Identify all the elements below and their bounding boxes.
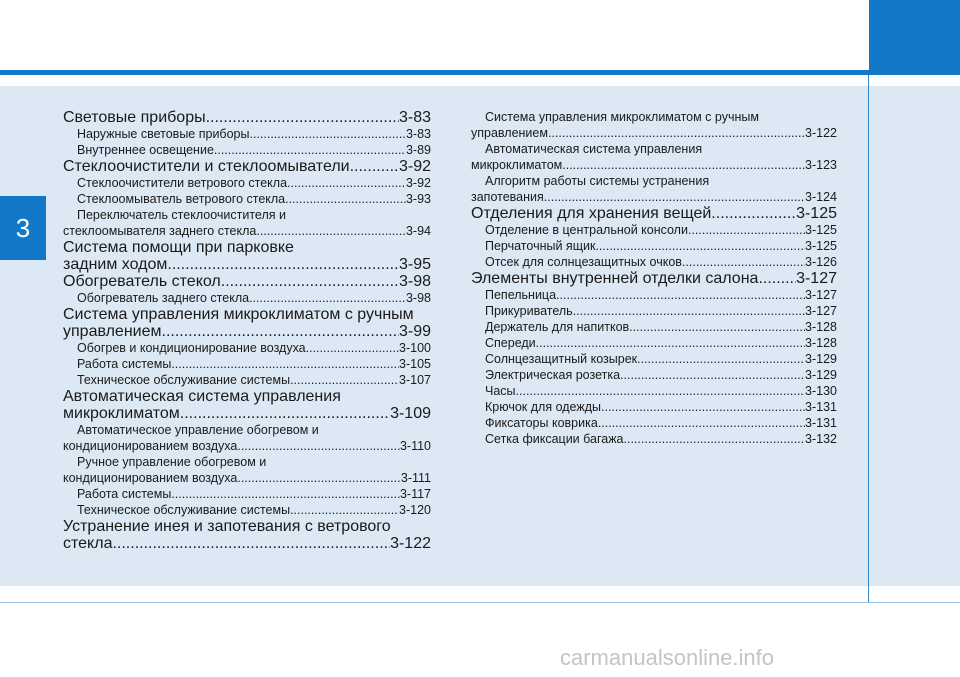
leader-dots xyxy=(112,535,390,552)
toc-entry[interactable] xyxy=(471,238,837,254)
toc-entry[interactable] xyxy=(471,205,837,222)
toc-entry[interactable] xyxy=(63,207,431,239)
leader-dots xyxy=(629,319,805,335)
toc-entry-title: стекла xyxy=(63,535,113,552)
toc-entry[interactable] xyxy=(471,287,837,303)
toc-entry[interactable] xyxy=(471,351,837,367)
toc-entry-title: Обогреватель заднего стекла xyxy=(77,291,250,305)
leader-dots xyxy=(290,502,399,518)
toc-entry-title: Работа системы xyxy=(77,357,172,371)
toc-entry[interactable] xyxy=(471,415,837,431)
toc-entry[interactable] xyxy=(63,502,431,518)
toc-entry[interactable] xyxy=(471,222,837,238)
toc-entry-page: 3-105 xyxy=(399,357,431,371)
toc-entry[interactable] xyxy=(63,158,431,175)
toc-entry-title: Прикуриватель xyxy=(485,304,573,318)
leader-dots xyxy=(620,367,805,383)
leader-dots xyxy=(171,356,399,372)
leader-dots xyxy=(237,470,401,486)
toc-entry-page: 3-129 xyxy=(805,352,837,366)
toc-entry-line1: Автоматическая система управления xyxy=(63,388,341,405)
footer-rule xyxy=(0,602,960,603)
leader-dots xyxy=(688,222,805,238)
leader-dots xyxy=(285,191,406,207)
leader-dots xyxy=(162,323,399,340)
toc-entry-title: Обогрев и кондиционирование воздуха xyxy=(77,341,306,355)
toc-entry[interactable] xyxy=(63,422,431,454)
leader-dots xyxy=(249,126,405,142)
leader-dots xyxy=(562,157,805,173)
watermark: carmanualsonline.info xyxy=(560,645,775,670)
leader-dots xyxy=(221,273,399,290)
toc-entry-page: 3-99 xyxy=(398,323,431,340)
toc-entry-line1: Автоматическая система управления xyxy=(485,142,703,156)
leader-dots xyxy=(758,270,796,287)
toc-entry[interactable] xyxy=(63,340,431,356)
toc-entry[interactable] xyxy=(471,109,837,141)
toc-entry-page: 3-93 xyxy=(405,192,431,206)
toc-entry-title: Отсек для солнцезащитных очков xyxy=(485,255,682,269)
toc-entry-title: Стеклоомыватель ветрового стекла xyxy=(77,192,286,206)
toc-entry[interactable] xyxy=(63,290,431,306)
toc-entry[interactable] xyxy=(63,306,431,340)
toc-entry-title: Обогреватель стекол xyxy=(63,273,221,290)
toc-entry-page: 3-132 xyxy=(805,432,837,446)
toc-entry-title: Внутреннее освещение xyxy=(77,143,214,157)
leader-dots xyxy=(171,486,400,502)
toc-right-column xyxy=(471,109,837,447)
toc-entry-title: Работа системы xyxy=(77,487,172,501)
toc-entry-title: запотевания xyxy=(471,190,544,204)
toc-entry-page: 3-129 xyxy=(805,368,837,382)
toc-entry-title: Спереди xyxy=(485,336,536,350)
toc-entry-page: 3-128 xyxy=(805,336,837,350)
toc-entry-page: 3-94 xyxy=(405,224,431,238)
leader-dots xyxy=(350,158,399,175)
toc-entry[interactable] xyxy=(63,388,431,422)
toc-entry-title: Держатель для напитков xyxy=(485,320,630,334)
toc-entry-title: управлением xyxy=(63,323,162,340)
leader-dots xyxy=(548,125,805,141)
toc-entry-title: Пепельница xyxy=(485,288,557,302)
toc-entry-title: кондиционированием воздуха xyxy=(63,471,238,485)
toc-entry-title: микроклиматом xyxy=(63,405,180,422)
toc-entry-line1: Алгоритм работы системы устранения xyxy=(485,174,710,188)
leader-dots xyxy=(682,254,805,270)
toc-entry[interactable] xyxy=(63,356,431,372)
corner-tab xyxy=(869,0,960,75)
toc-entry-line1: Система управления микроклиматом с ручным xyxy=(485,110,759,124)
toc-entry-page: 3-122 xyxy=(390,535,431,552)
toc-entry-title: Элементы внутренней отделки салона xyxy=(471,270,759,287)
toc-entry-page: 3-100 xyxy=(399,341,431,355)
leader-dots xyxy=(306,340,399,356)
toc-entry[interactable] xyxy=(471,335,837,351)
toc-entry-page: 3-125 xyxy=(805,223,837,237)
toc-entry-title: Фиксаторы коврика xyxy=(485,416,598,430)
leader-dots xyxy=(595,238,805,254)
chapter-number: 3 xyxy=(15,212,31,243)
leader-dots xyxy=(180,405,390,422)
toc-entry-title: Техническое обслуживание системы xyxy=(77,503,291,517)
toc-entry[interactable] xyxy=(63,191,431,207)
toc-entry-page: 3-123 xyxy=(805,158,837,172)
toc-entry-page: 3-120 xyxy=(399,503,431,517)
header-rule xyxy=(0,70,960,75)
leader-dots xyxy=(516,383,805,399)
toc-entry-page: 3-127 xyxy=(805,288,837,302)
toc-entry[interactable] xyxy=(63,273,431,290)
toc-entry[interactable] xyxy=(471,173,837,205)
toc-entry-page: 3-125 xyxy=(805,239,837,253)
leader-dots xyxy=(624,431,806,447)
chapter-tab[interactable] xyxy=(0,196,46,260)
leader-dots xyxy=(214,142,406,158)
leader-dots xyxy=(598,415,805,431)
toc-entry-title: Техническое обслуживание системы xyxy=(77,373,291,387)
toc-entry-title: Сетка фиксации багажа xyxy=(485,432,624,446)
toc-entry[interactable] xyxy=(63,486,431,502)
leader-dots xyxy=(601,399,805,415)
leader-dots xyxy=(544,189,805,205)
toc-entry-line1: Система управления микроклиматом с ручным xyxy=(63,306,414,323)
toc-entry-title: Наружные световые приборы xyxy=(77,127,250,141)
toc-entry-title: Крючок для одежды xyxy=(485,400,601,414)
toc-entry-title: микроклиматом xyxy=(471,158,563,172)
toc-left-column xyxy=(63,109,431,552)
toc-entry[interactable] xyxy=(471,399,837,415)
leader-dots xyxy=(573,303,805,319)
toc-entry-page: 3-98 xyxy=(398,273,431,290)
toc-entry-page: 3-98 xyxy=(405,291,431,305)
toc-entry-page: 3-117 xyxy=(399,487,431,501)
leader-dots xyxy=(237,438,400,454)
toc-entry-page: 3-95 xyxy=(398,256,431,273)
toc-entry-page: 3-127 xyxy=(796,270,837,287)
toc-entry-page: 3-126 xyxy=(805,255,837,269)
toc-entry-page: 3-92 xyxy=(405,176,431,190)
leader-dots xyxy=(711,205,796,222)
leader-dots xyxy=(556,287,805,303)
leader-dots xyxy=(206,109,399,126)
toc-entry-title: Световые приборы xyxy=(63,109,206,126)
toc-entry-page: 3-130 xyxy=(805,384,837,398)
toc-entry-page: 3-125 xyxy=(796,205,837,222)
toc-entry[interactable] xyxy=(471,431,837,447)
toc-entry-page: 3-131 xyxy=(805,416,837,430)
toc-entry[interactable] xyxy=(63,239,431,273)
toc-entry[interactable] xyxy=(471,383,837,399)
toc-entry-line1: Устранение инея и запотевания с ветрового xyxy=(63,518,391,535)
toc-entry[interactable] xyxy=(63,126,431,142)
toc-entry-page: 3-110 xyxy=(399,439,431,453)
toc-entry-page: 3-109 xyxy=(390,405,431,422)
toc-entry-page: 3-83 xyxy=(405,127,431,141)
toc-entry-line1: Ручное управление обогревом и xyxy=(77,455,267,469)
toc-entry-page: 3-111 xyxy=(400,471,431,485)
margin-rule xyxy=(868,75,869,603)
toc-entry-title: задним ходом xyxy=(63,256,168,273)
toc-entry[interactable] xyxy=(471,141,837,173)
toc-entry[interactable] xyxy=(471,254,837,270)
toc-entry[interactable] xyxy=(471,367,837,383)
leader-dots xyxy=(249,290,406,306)
leader-dots xyxy=(167,256,399,273)
toc-entry-line1: Переключатель стеклоочистителя и xyxy=(77,208,286,222)
toc-entry-line1: Автоматическое управление обогревом и xyxy=(77,423,319,437)
toc-entry-line1: Система помощи при парковке xyxy=(63,239,294,256)
toc-entry-page: 3-89 xyxy=(405,143,431,157)
leader-dots xyxy=(536,335,805,351)
toc-entry[interactable] xyxy=(63,109,431,126)
toc-entry-title: Электрическая розетка xyxy=(485,368,621,382)
toc-entry-page: 3-92 xyxy=(398,158,431,175)
toc-entry-page: 3-107 xyxy=(399,373,431,387)
leader-dots xyxy=(290,372,399,388)
toc-entry-title: Солнцезащитный козырек xyxy=(485,352,638,366)
toc-entry-page: 3-131 xyxy=(805,400,837,414)
leader-dots xyxy=(256,223,406,239)
toc-entry-page: 3-122 xyxy=(805,126,837,140)
toc-entry-title: Стеклоочистители и стеклоомыватели xyxy=(63,158,350,175)
toc-entry-title: кондиционированием воздуха xyxy=(63,439,238,453)
toc-entry-title: Отделение в центральной консоли xyxy=(485,223,688,237)
toc-entry-title: Часы xyxy=(485,384,516,398)
toc-entry[interactable] xyxy=(63,175,431,191)
toc-entry[interactable] xyxy=(63,454,431,486)
toc-entry-title: стеклоомывателя заднего стекла xyxy=(63,224,257,238)
toc-entry-page: 3-83 xyxy=(398,109,431,126)
toc-entry[interactable] xyxy=(471,303,837,319)
toc-entry-page: 3-124 xyxy=(805,190,837,204)
toc-entry[interactable] xyxy=(63,142,431,158)
toc-entry[interactable] xyxy=(63,372,431,388)
toc-entry-page: 3-127 xyxy=(805,304,837,318)
toc-entry-title: Отделения для хранения вещей xyxy=(471,205,712,222)
toc-entry[interactable] xyxy=(471,319,837,335)
toc-entry-page: 3-128 xyxy=(805,320,837,334)
leader-dots xyxy=(637,351,805,367)
toc-entry-title: Стеклоочистители ветрового стекла xyxy=(77,176,288,190)
toc-entry-title: Перчаточный ящик xyxy=(485,239,596,253)
toc-entry[interactable] xyxy=(471,270,837,287)
leader-dots xyxy=(287,175,406,191)
toc-entry-title: управлением xyxy=(471,126,548,140)
toc-entry[interactable] xyxy=(63,518,431,552)
